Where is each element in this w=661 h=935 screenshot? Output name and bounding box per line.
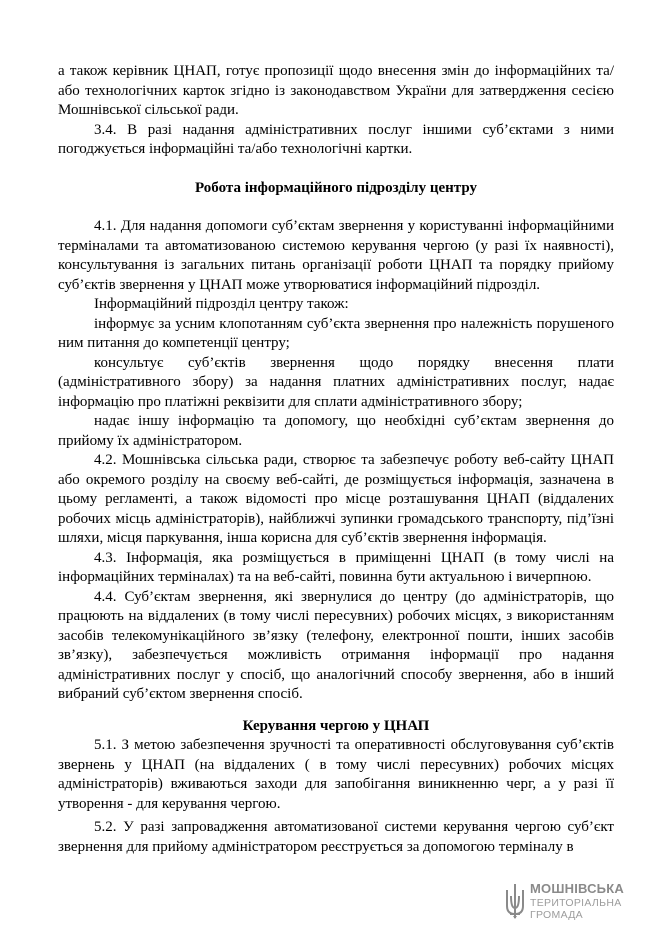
paragraph-continuation: а також керівник ЦНАП, готує пропозиції щодо внесення змін до інформаційних та/або технологічних карток згідно із законодавством України для затвердження сесією Мошнівської сільської ради.: [58, 63, 614, 118]
logo-name: МОШНІВСЬКА: [530, 881, 624, 896]
paragraph-provides-help: надає іншу інформацію та допомогу, що необхідні суб’єктам звернення до прийому їх адміністратором.: [58, 413, 614, 449]
paragraph-informs: інформує за усним клопотанням суб’єкта звернення про належність порушеного ним питання до компетенції центру;: [58, 315, 614, 351]
trident-icon: [504, 882, 526, 920]
paragraph-4-1: 4.1. Для надання допомоги суб’єктам звернення у користуванні інформаційними терміналами та автоматизованою системою керування чергою (у разі їх наявності), консультування із загальних питань організації роботи ЦНАП та порядку прийому суб’єктів звернення у ЦНАП може утворюватися інформаційний підрозділ.: [58, 218, 614, 293]
paragraph-consults: консультує суб’єктів звернення щодо порядку внесення плати (адміністративного збору) за надання платних адміністративних послуг, надає інформацію про платіжні реквізити для сплати адміністративного збору;: [58, 354, 614, 410]
section-heading-queue: Керування чергою у ЦНАП: [242, 717, 430, 734]
paragraph-4-2: 4.2. Мошнівська сільська ради, створює та забезпечує роботу веб-сайту ЦНАП або окремого розділу на своєму веб-сайті, де розміщується інформація, зазначена в цьому регламенті, а також відомості про місце розташування ЦНАП (віддалених робочих місць адміністраторів), найближчі зупинки громадського транспорту, під’їзні шляхи, місця паркування, інша корисна для суб’єктів звернення інформація.: [58, 452, 614, 546]
logo-sub-line-2: ГРОМАДА: [530, 909, 583, 921]
section-heading-info-unit: Робота інформаційного підрозділу центру: [195, 179, 477, 196]
paragraph-5-2: 5.2. У разі запровадження автоматизованої системи керування чергою суб’єкт звернення для прийому адміністратором реєструється за допомогою терміналу в: [58, 819, 614, 855]
paragraph-info-unit-also: Інформаційний підрозділ центру також:: [94, 296, 349, 312]
logo-subtitle: [530, 897, 622, 921]
paragraph-5-1: 5.1. З метою забезпечення зручності та оперативності обслуговування суб’єктів звернень у ЦНАП (на віддалених ( в тому числі пересувних) робочих місцях адміністраторів) вживаються заходи для запобігання виникненню черг, а у разі її утворення - для керування чергою.: [58, 737, 614, 812]
paragraph-4-4: 4.4. Суб’єктам звернення, які звернулися до центру (до адміністраторів, що працюють на віддалених (в тому числі пересувних) робочих місцях, з використанням засобів телекомунікаційного зв’язку (телефону, електронної пошти, інших засобів зв’язку), забезпечується можливість отримання інформації про надання адміністративних послуг у спосіб, що аналогічний способу звернення, або в інший вибраний суб’єктом звернення спосіб.: [58, 588, 614, 702]
document-page: [58, 62, 614, 857]
paragraph-3-4: 3.4. В разі надання адміністративних послуг іншими суб’єктами з ними погоджується інформаційні та/або технологічні картки.: [58, 121, 614, 157]
logo-sub-line-1: ТЕРИТОРІАЛЬНА: [530, 897, 622, 909]
paragraph-4-3: 4.3. Інформація, яка розміщується в приміщенні ЦНАП (в тому числі на інформаційних терміналах) та на веб-сайті, повинна бути актуальною і вичерпною.: [58, 549, 614, 585]
community-logo: [504, 879, 654, 929]
